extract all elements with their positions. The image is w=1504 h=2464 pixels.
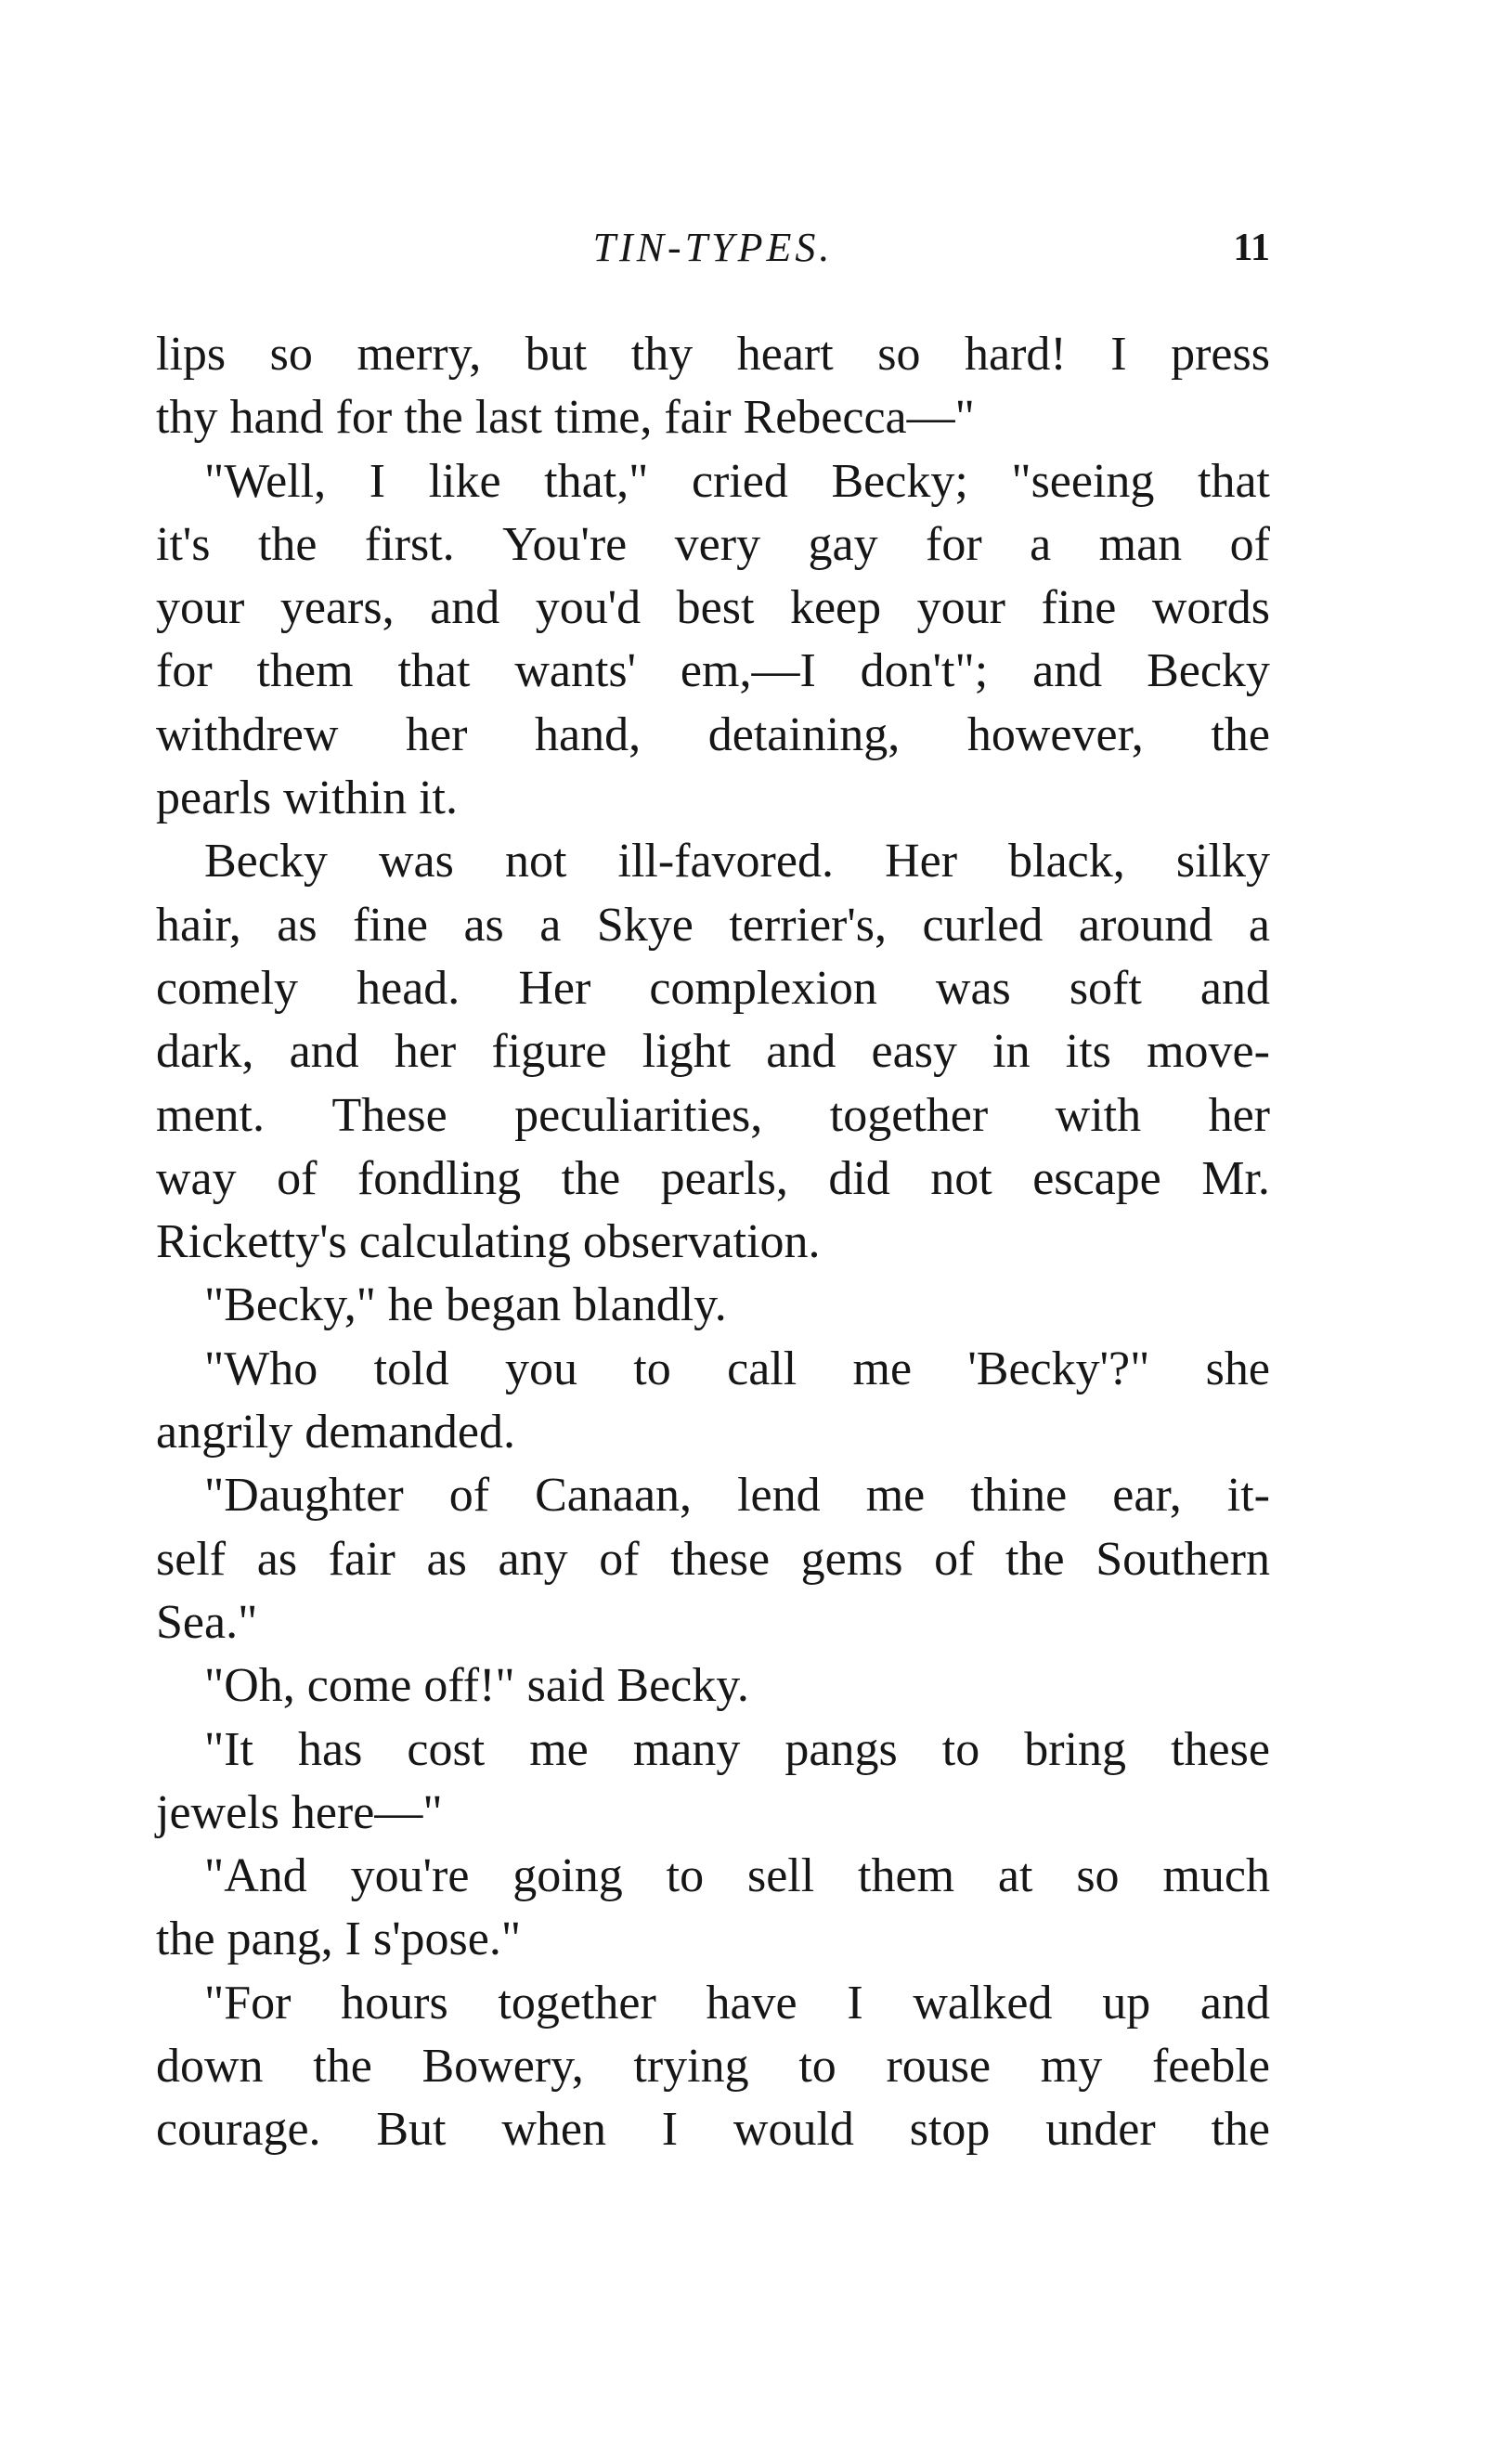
text-line <box>156 1401 1270 1464</box>
word: many <box>632 1722 741 1776</box>
word: "Becky," <box>204 1278 376 1332</box>
word: and <box>766 1025 836 1079</box>
text-line <box>156 704 1270 767</box>
word: her <box>406 707 468 761</box>
word: your <box>156 581 245 635</box>
word: I <box>369 454 386 508</box>
word: did <box>828 1151 890 1205</box>
word: together <box>829 1088 989 1142</box>
word: press <box>1171 328 1270 381</box>
word: the <box>156 1913 215 1966</box>
word: of <box>448 1469 490 1523</box>
word: Canaan, <box>535 1469 693 1523</box>
text-line <box>156 957 1270 1020</box>
word: last <box>474 391 542 445</box>
word: to <box>666 1849 705 1903</box>
text-line <box>156 1845 1270 1908</box>
word: as <box>277 898 318 952</box>
word: soft <box>1069 961 1142 1015</box>
word: when <box>501 2103 606 2157</box>
word: the <box>404 391 463 445</box>
word: with <box>1055 1088 1142 1142</box>
text-line <box>156 767 1270 830</box>
word: fine <box>353 898 428 952</box>
word: to <box>798 2040 836 2094</box>
word: heart <box>736 328 834 381</box>
word: that," <box>544 454 649 508</box>
word: come <box>306 1659 412 1713</box>
word: around <box>1078 898 1213 952</box>
word: way <box>156 1151 237 1205</box>
word: complexion <box>649 961 877 1015</box>
word: "And <box>204 1849 307 1903</box>
word: lips <box>156 328 227 381</box>
text-line <box>156 830 1270 893</box>
word: thy <box>156 391 218 445</box>
word: and <box>289 1025 359 1079</box>
word: feeble <box>1151 2040 1270 2094</box>
word: em,—I <box>680 644 816 698</box>
word: the <box>1211 707 1270 761</box>
word: escape <box>1032 1151 1161 1205</box>
word: fair <box>328 1532 395 1586</box>
word: going <box>512 1849 623 1903</box>
word: a <box>1030 517 1052 571</box>
word: Southern <box>1096 1532 1270 1586</box>
word: at <box>997 1849 1033 1903</box>
word: calculating <box>358 1215 571 1269</box>
text-line <box>156 2098 1270 2161</box>
word: it's <box>156 517 211 571</box>
word: "For <box>204 1976 292 2030</box>
word: the <box>257 517 318 571</box>
word: in <box>992 1025 1031 1079</box>
word: Skye <box>596 898 694 952</box>
word: bring <box>1024 1722 1127 1776</box>
body-text <box>156 323 1270 2162</box>
word: its <box>1065 1025 1111 1079</box>
word: as <box>426 1532 467 1586</box>
word: my <box>1040 2040 1103 2094</box>
text-line <box>156 1020 1270 1083</box>
word: Becky <box>204 835 328 888</box>
word: began <box>446 1278 562 1332</box>
word: fair <box>664 391 732 445</box>
word: under <box>1045 2103 1156 2157</box>
word: "Daughter <box>204 1469 404 1523</box>
word: "Who <box>204 1342 318 1395</box>
word: I <box>344 1913 361 1966</box>
word: up <box>1102 1976 1151 2030</box>
text-line <box>156 1718 1270 1782</box>
word: You're <box>502 517 628 571</box>
word: move- <box>1147 1025 1270 1079</box>
word: these <box>670 1532 771 1586</box>
text-line <box>156 1084 1270 1148</box>
word: very <box>674 517 761 571</box>
word: Becky; <box>831 454 968 508</box>
word: has <box>298 1722 363 1776</box>
word: it. <box>419 772 458 825</box>
word: for <box>926 517 982 571</box>
word: curled <box>922 898 1044 952</box>
word: the <box>1211 2103 1270 2157</box>
word: call <box>727 1342 797 1395</box>
word: told <box>373 1342 449 1395</box>
word: said <box>526 1659 605 1713</box>
text-line <box>156 894 1270 957</box>
word: would <box>733 2103 854 2157</box>
word: merry, <box>357 328 482 381</box>
word: stop <box>909 2103 991 2157</box>
text-line <box>156 1464 1270 1527</box>
word: to <box>633 1342 671 1395</box>
word: black, <box>1008 835 1125 888</box>
word: pearls, <box>660 1151 788 1205</box>
word: her <box>394 1025 457 1079</box>
word: not <box>504 835 567 888</box>
running-head <box>156 215 1270 280</box>
text-line <box>156 386 1270 449</box>
word: figure <box>491 1025 607 1079</box>
word: however, <box>966 707 1144 761</box>
word: the <box>561 1151 621 1205</box>
word: a <box>1248 898 1270 952</box>
word: I <box>847 1976 863 2030</box>
word: and <box>430 581 500 635</box>
word: rouse <box>886 2040 992 2094</box>
word: best <box>676 581 755 635</box>
word: head. <box>357 961 460 1015</box>
word: within <box>283 772 408 825</box>
word: Sea." <box>156 1595 258 1649</box>
word: s'pose." <box>372 1913 522 1966</box>
text-line <box>156 640 1270 703</box>
word: down <box>156 2040 264 2094</box>
word: pangs <box>784 1722 898 1776</box>
word: "It <box>204 1722 253 1776</box>
word: was <box>378 835 454 888</box>
word: angrily <box>156 1406 293 1459</box>
word: comely <box>156 961 299 1015</box>
word: wants' <box>514 644 637 698</box>
word: withdrew <box>156 707 339 761</box>
word: Her <box>885 835 958 888</box>
word: terrier's, <box>729 898 887 952</box>
text-line <box>156 2035 1270 2098</box>
text-line <box>156 1338 1270 1401</box>
word: me <box>529 1722 589 1776</box>
text-line <box>156 323 1270 386</box>
word: of <box>934 1532 975 1586</box>
word: but <box>525 328 588 381</box>
word: I <box>661 2103 679 2157</box>
word: hand <box>229 391 324 445</box>
word: courage. <box>156 2103 321 2157</box>
word: dark, <box>156 1025 254 1079</box>
word: silky <box>1175 835 1270 888</box>
word: gems <box>800 1532 903 1586</box>
word: fondling <box>357 1151 522 1205</box>
word: time, <box>553 391 653 445</box>
word: me <box>865 1469 926 1523</box>
word: Bowery, <box>421 2040 584 2094</box>
word: the <box>313 2040 372 2094</box>
word: 'Becky'?" <box>967 1342 1150 1395</box>
word: not <box>930 1151 992 1205</box>
word: hand, <box>535 707 642 761</box>
text-line <box>156 1591 1270 1654</box>
word: thine <box>970 1469 1068 1523</box>
word: hair, <box>156 898 241 952</box>
word: to <box>941 1722 980 1776</box>
word: you're <box>350 1849 470 1903</box>
word: for <box>335 391 393 445</box>
word: "Oh, <box>204 1659 295 1713</box>
text-line <box>156 577 1270 640</box>
word: the <box>1005 1532 1065 1586</box>
word: Ricketty's <box>156 1215 347 1269</box>
word: you'd <box>535 581 642 635</box>
word: it- <box>1226 1469 1270 1523</box>
word: here—" <box>291 1785 443 1839</box>
word: "seeing <box>1011 454 1155 508</box>
word: ear, <box>1112 1469 1182 1523</box>
word: cried <box>691 454 788 508</box>
word: easy <box>871 1025 957 1079</box>
word: as <box>256 1532 298 1586</box>
word: of <box>599 1532 640 1586</box>
word: like <box>428 454 501 508</box>
text-line <box>156 1211 1270 1274</box>
word: gay <box>808 517 878 571</box>
word: off!" <box>423 1659 515 1713</box>
text-line <box>156 1908 1270 1971</box>
word: so <box>1076 1849 1120 1903</box>
word: them <box>256 644 354 698</box>
word: was <box>935 961 1011 1015</box>
word: them <box>858 1849 955 1903</box>
word: a <box>539 898 562 952</box>
word: keep <box>789 581 882 635</box>
word: Becky. <box>616 1659 749 1713</box>
word: These <box>331 1088 447 1142</box>
word: I <box>1110 328 1127 381</box>
word: blandly. <box>573 1278 727 1332</box>
word: man <box>1098 517 1183 571</box>
word: don't"; <box>860 644 989 698</box>
word: fine <box>1041 581 1117 635</box>
word: and <box>1199 961 1270 1015</box>
word: trying <box>633 2040 749 2094</box>
text-line <box>156 1972 1270 2035</box>
word: these <box>1171 1722 1270 1776</box>
word: have <box>706 1976 797 2030</box>
word: so <box>269 328 313 381</box>
word: words <box>1151 581 1270 635</box>
word: hours <box>341 1976 448 2030</box>
word: Mr. <box>1201 1151 1270 1205</box>
word: as <box>463 898 504 952</box>
word: self <box>156 1532 227 1586</box>
word: thy <box>630 328 694 381</box>
text-line <box>156 1782 1270 1845</box>
word: that <box>397 644 471 698</box>
word: walked <box>913 1976 1053 2030</box>
text-line <box>156 450 1270 513</box>
word: me <box>852 1342 913 1395</box>
word: so <box>877 328 921 381</box>
word: he <box>387 1278 434 1332</box>
word: lend <box>737 1469 821 1523</box>
word: for <box>156 644 213 698</box>
text-line <box>156 513 1270 577</box>
word: first. <box>364 517 455 571</box>
word: you <box>504 1342 577 1395</box>
text-line <box>156 1528 1270 1591</box>
word: light <box>642 1025 732 1079</box>
word: ill-favored. <box>617 835 834 888</box>
word: sell <box>746 1849 815 1903</box>
word: her <box>1208 1088 1270 1142</box>
word: hard! <box>965 328 1067 381</box>
word: any <box>498 1532 568 1586</box>
word: years, <box>279 581 395 635</box>
text-line <box>156 1654 1270 1718</box>
word: ment. <box>156 1088 265 1142</box>
word: Her <box>518 961 591 1015</box>
text-line <box>156 1274 1270 1337</box>
word: Becky <box>1147 644 1270 698</box>
word: jewels <box>156 1785 279 1839</box>
word: pearls <box>156 772 272 825</box>
word: together <box>498 1976 656 2030</box>
page-number: 11 <box>1233 227 1270 269</box>
running-title: TIN-TYPES. <box>592 225 834 270</box>
word: pang, <box>227 1913 333 1966</box>
word: that <box>1198 454 1270 508</box>
word: of <box>277 1151 318 1205</box>
word: cost <box>407 1722 486 1776</box>
text-line <box>156 1148 1270 1211</box>
word: your <box>916 581 1005 635</box>
word: Rebecca—" <box>743 391 975 445</box>
word: "Well, <box>204 454 327 508</box>
word: of <box>1229 517 1270 571</box>
word: detaining, <box>707 707 901 761</box>
word: and <box>1199 1976 1270 2030</box>
word: she <box>1205 1342 1270 1395</box>
word: observation. <box>582 1215 821 1269</box>
word: But <box>376 2103 447 2157</box>
word: and <box>1032 644 1103 698</box>
word: much <box>1162 1849 1270 1903</box>
word: peculiarities, <box>514 1088 763 1142</box>
word: demanded. <box>305 1406 515 1459</box>
